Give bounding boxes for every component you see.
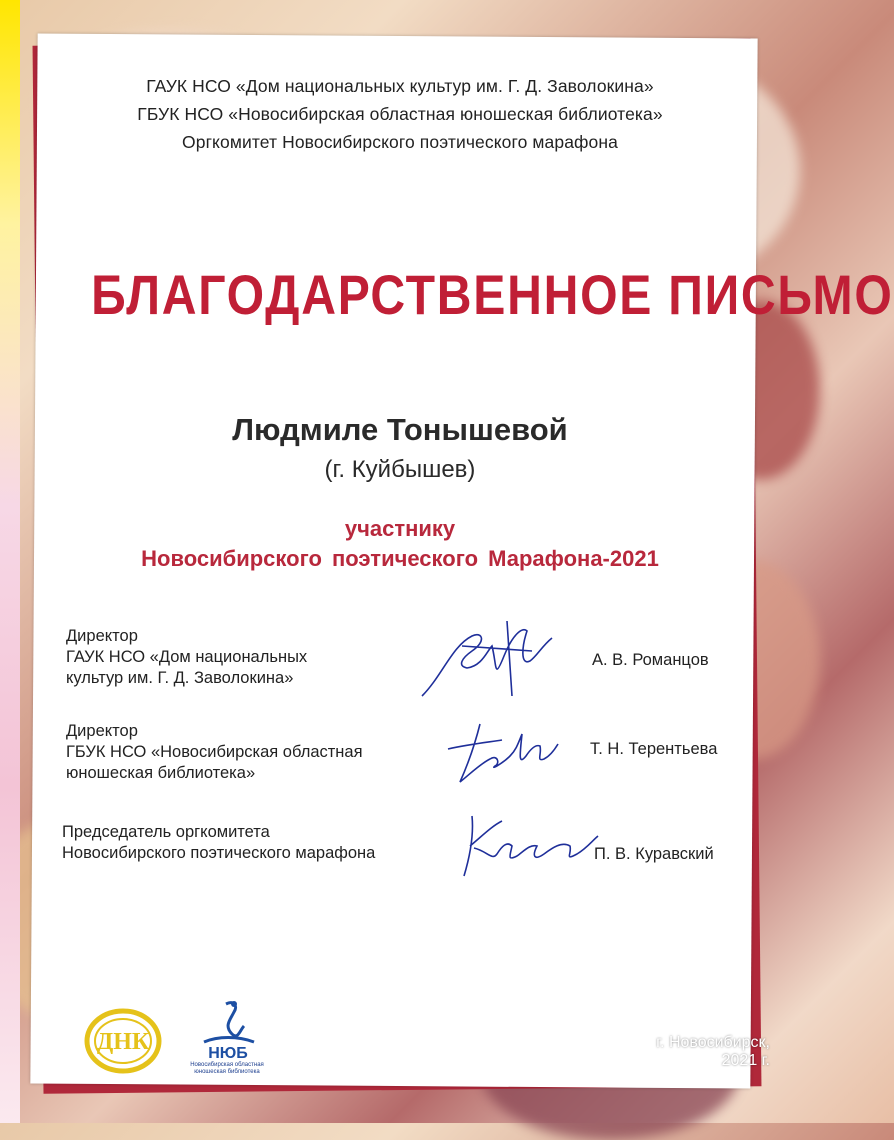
- signatory-1-position-line: Директор: [66, 627, 138, 645]
- dnk-logo: [84, 1002, 162, 1080]
- document-title: БЛАГОДАРСТВЕННОЕ ПИСЬМО: [91, 263, 894, 326]
- signatory-2-name: Т. Н. Терентьева: [590, 740, 718, 758]
- signature-2-image: [440, 704, 560, 794]
- signatory-3-position: [62, 822, 375, 864]
- signatory-1-position: [66, 626, 307, 689]
- recipient-role-line-1: участнику: [344, 516, 456, 541]
- organizer-line-3: Оргкомитет Новосибирского поэтического марафона: [182, 132, 618, 152]
- signatory-3-position-line: Председатель оргкомитета: [62, 823, 270, 841]
- footer-place: г. Новосибирск,: [656, 1034, 770, 1051]
- footer-year: 2021 г.: [721, 1052, 770, 1069]
- signature-1-image: [412, 606, 562, 706]
- dnk-logo-text: ДНК: [96, 1029, 150, 1055]
- place-and-date: [656, 1034, 770, 1070]
- signatory-1-position-line: ГАУК НСО «Дом национальных: [66, 648, 308, 666]
- recipient-name: Людмиле Тонышевой: [232, 412, 568, 447]
- organizer-line-2: ГБУК НСО «Новосибирская областная юношеская библиотека»: [137, 104, 663, 124]
- signatory-2-position: [66, 721, 363, 784]
- recipient-role-line-2: Новосибирского поэтического Марафона-2021: [141, 546, 659, 571]
- nyub-logo-caption: Новосибирская областная юношеская библиотека: [190, 1062, 264, 1075]
- organizer-line-1: ГАУК НСО «Дом национальных культур им. Г. Д. Заволокина»: [146, 76, 654, 96]
- signatory-3-position-line: Новосибирского поэтического марафона: [62, 844, 376, 862]
- signatory-2-position-line: ГБУК НСО «Новосибирская областная: [66, 743, 363, 761]
- signature-3-image: [452, 806, 602, 886]
- signatory-1-position-line: культур им. Г. Д. Заволокина»: [66, 669, 294, 687]
- signatory-2-position-line: юношеская библиотека»: [66, 764, 256, 782]
- recipient-city: (г. Куйбышев): [324, 456, 476, 483]
- signatory-3-name: П. В. Куравский: [594, 845, 714, 863]
- signatory-2-position-line: Директор: [66, 722, 138, 740]
- nyub-logo-text: НЮБ: [208, 1045, 248, 1062]
- signatory-1-name: А. В. Романцов: [592, 651, 709, 669]
